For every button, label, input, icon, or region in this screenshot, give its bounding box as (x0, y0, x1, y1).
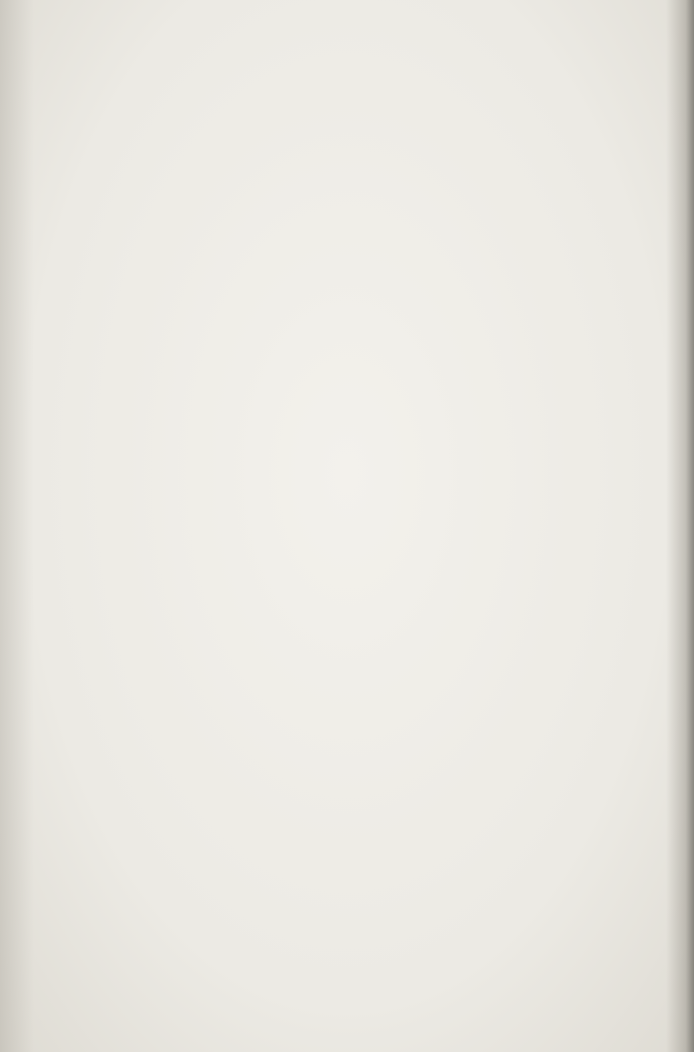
spacer (140, 118, 628, 130)
page-left-shadow (0, 0, 34, 1052)
page-binding-shadow (666, 0, 694, 1052)
page-text (140, 118, 628, 170)
spacer (140, 158, 628, 170)
chapter-heading (140, 130, 628, 158)
